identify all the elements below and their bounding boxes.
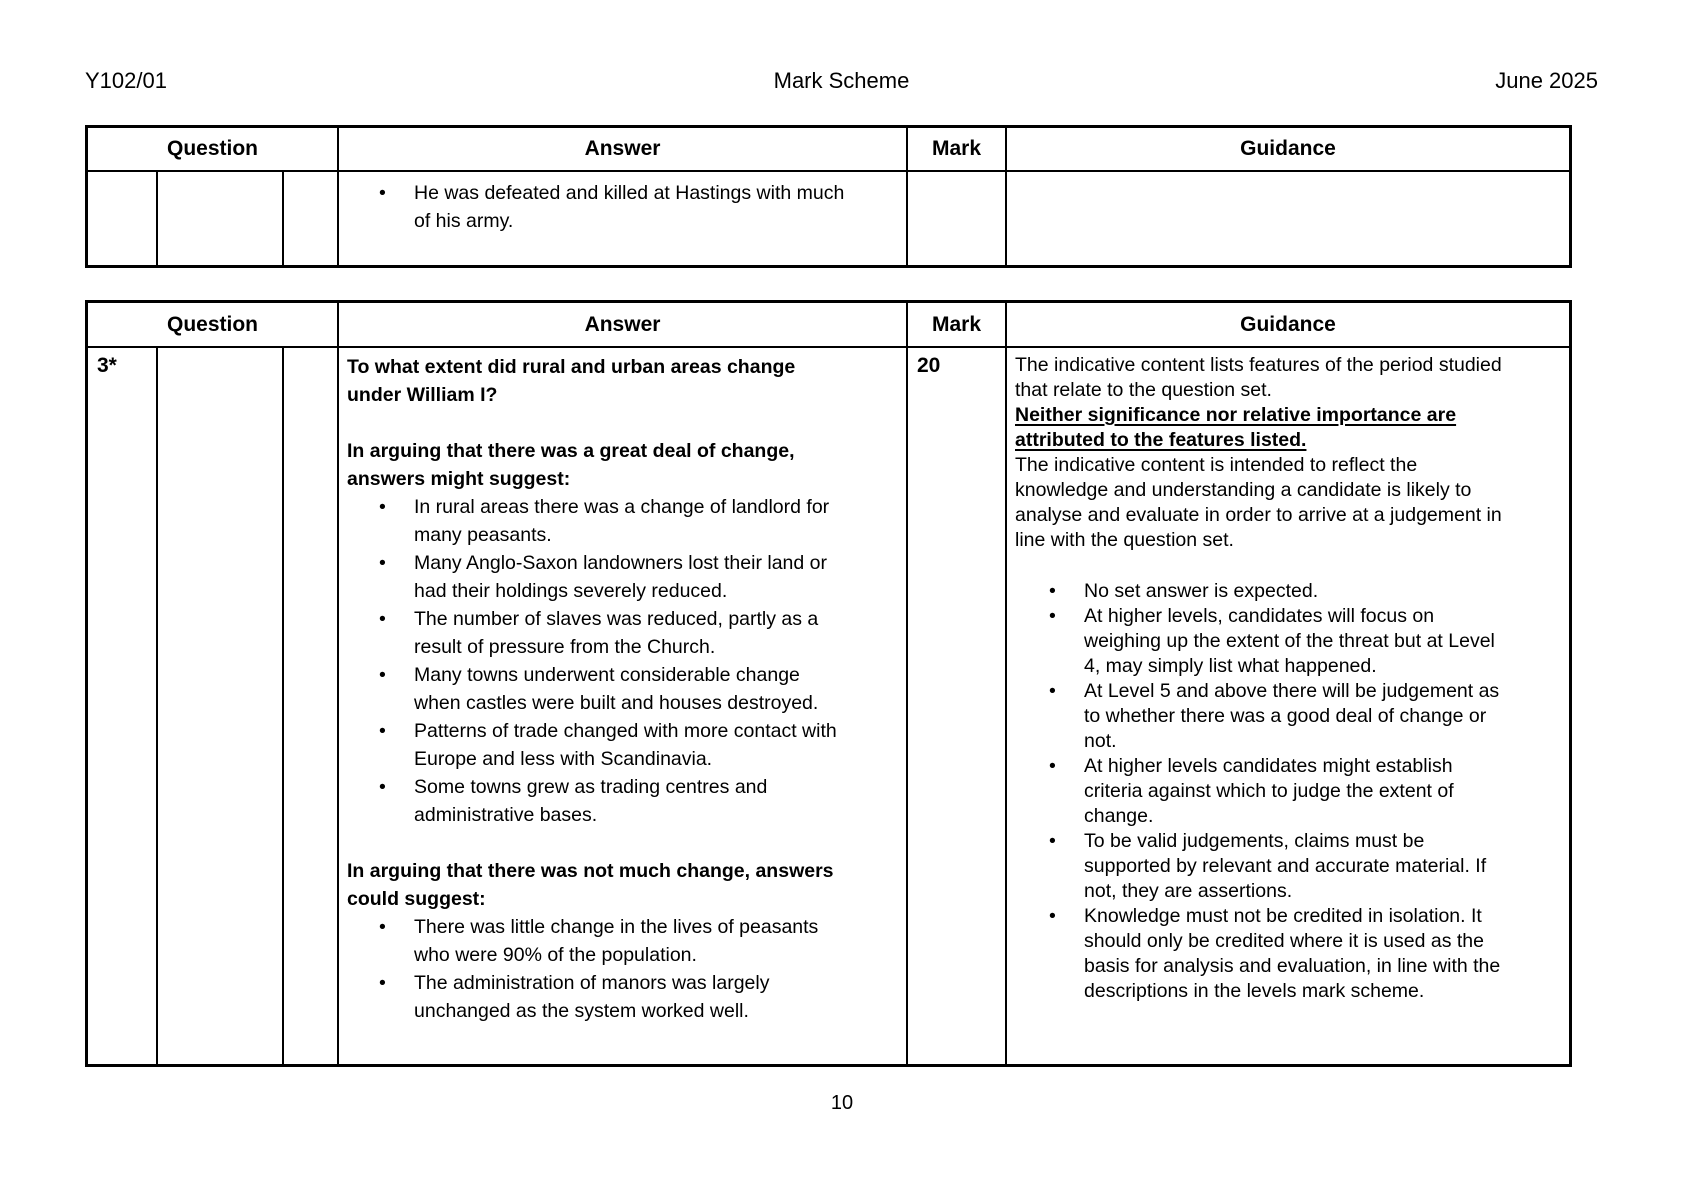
document-header (85, 68, 1598, 94)
question-subpart-cell-2 (284, 348, 337, 1064)
doc-code: Y102/01 (85, 68, 167, 93)
column-header-mark: Mark (908, 128, 1007, 170)
column-header-answer: Answer (339, 128, 908, 170)
answer-section-1-bullets (347, 493, 846, 829)
mark-scheme-table-2 (85, 300, 1572, 1067)
bullet-item: • At Level 5 and above there will be judgement as to whether there was a good deal of change or not. (1015, 679, 1511, 754)
bullet-item: • There was little change in the lives of peasants who were 90% of the population. (347, 913, 846, 969)
bullet-item: • Many towns underwent considerable change when castles were built and houses destroyed. (347, 661, 846, 717)
guidance-cell (1007, 172, 1569, 265)
answer-bullet-list (347, 179, 846, 235)
bullet-item: • In rural areas there was a change of landlord for many peasants. (347, 493, 846, 549)
question-subpart-cell (158, 172, 284, 265)
bullet-item: • Patterns of trade changed with more contact with Europe and less with Scandinavia. (347, 717, 846, 773)
bullet-item: • Knowledge must not be credited in isolation. It should only be credited where it is used as the basis for analysis and evaluation, in line with the descriptions in the levels mark scheme. (1015, 904, 1511, 1004)
table-1-header-row (88, 128, 1569, 172)
answer-cell (339, 348, 908, 1064)
answer-question-text: To what extent did rural and urban areas change under William I? (347, 356, 796, 406)
mark-scheme-table-1 (85, 125, 1572, 268)
column-header-guidance: Guidance (1240, 312, 1336, 336)
mark-cell: 20 (908, 348, 1007, 1064)
question-cell (88, 172, 339, 265)
answer-section-2-heading: In arguing that there was not much change, answers could suggest: (347, 860, 834, 910)
answer-cell (339, 172, 908, 265)
column-header-question: Question (88, 303, 339, 346)
page-title: Mark Scheme (773, 68, 910, 93)
guidance-paragraph-2-emphasis: Neither significance nor relative importance are attributed to the features listed. (1015, 404, 1457, 451)
table-2-header-row (88, 303, 1569, 348)
table-2-body-row (88, 348, 1569, 1064)
bullet-item: • No set answer is expected. (1015, 579, 1511, 604)
bullet-item: • To be valid judgements, claims must be supported by relevant and accurate material. If not, they are assertions. (1015, 829, 1511, 904)
bullet-item: • He was defeated and killed at Hastings with much of his army. (347, 179, 846, 235)
guidance-paragraph-1: The indicative content lists features of the period studied that relate to the question set. (1015, 354, 1502, 401)
bullet-item: • The administration of manors was largely unchanged as the system worked well. (347, 969, 846, 1025)
guidance-bullet-list (1015, 579, 1511, 1004)
column-header-guidance: Guidance (1240, 137, 1336, 160)
page-number: 10 (830, 1092, 854, 1114)
column-header-answer: Answer (339, 303, 908, 346)
doc-date: June 2025 (1495, 68, 1598, 93)
bullet-item: • The number of slaves was reduced, partly as a result of pressure from the Church. (347, 605, 846, 661)
column-header-mark: Mark (908, 303, 1007, 346)
guidance-cell (1007, 348, 1569, 1064)
question-number: 3* (88, 348, 158, 1064)
bullet-item: • Many Anglo-Saxon landowners lost their land or had their holdings severely reduced. (347, 549, 846, 605)
question-cell (88, 348, 339, 1064)
question-subpart-cell (158, 348, 284, 1064)
question-subpart-cell-2 (284, 172, 337, 265)
question-number-cell (88, 172, 158, 265)
bullet-item: • Some towns grew as trading centres and administrative bases. (347, 773, 846, 829)
mark-cell (908, 172, 1007, 265)
column-header-question: Question (88, 128, 339, 170)
bullet-item: • At higher levels, candidates will focus on weighing up the extent of the threat but at Level 4, may simply list what happened. (1015, 604, 1511, 679)
guidance-paragraph-3: The indicative content is intended to reflect the knowledge and understanding a candidate is likely to analyse and evaluate in order to arrive at a judgement in line with the question set. (1015, 454, 1502, 551)
answer-section-2-bullets (347, 913, 846, 1025)
answer-section-1-heading: In arguing that there was a great deal of change, answers might suggest: (347, 440, 795, 490)
bullet-item: • At higher levels candidates might establish criteria against which to judge the extent of change. (1015, 754, 1511, 829)
table-1-body-row (88, 172, 1569, 265)
